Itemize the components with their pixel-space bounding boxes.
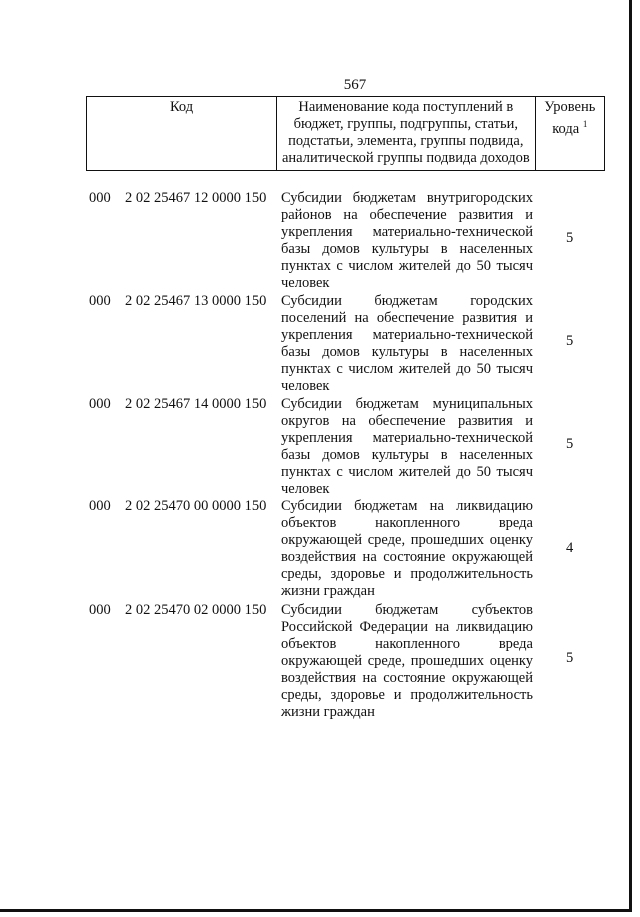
- row-name: Субсидии бюджетам на ликвидацию объектов накопленного вреда окружающей среде, прошедших оценку воздействия на состояние окружающей среды, здоровье и продолжительность жизни граждан: [281, 498, 533, 599]
- header-level: [535, 97, 604, 171]
- row-name: Субсидии бюджетам субъектов Российской Федерации на ликвидацию объектов накопленного вреда окружающей среде, прошедших оценку воздействия на состояние окружающей среды, здоровье и продолжительность жизни граждан: [281, 602, 533, 720]
- header-level-footnote: 1: [582, 119, 588, 129]
- row-admin-code: 000: [89, 396, 111, 412]
- table-row: [0, 498, 640, 602]
- row-level: 5: [566, 230, 574, 246]
- table-row: [0, 190, 640, 293]
- row-income-code: 2 02 25467 13 0000 150: [125, 293, 267, 309]
- table-row: [0, 396, 640, 498]
- table-body: [0, 190, 640, 722]
- header-name: Наименование кода поступлений в бюджет, группы, подгруппы, статьи, подстатьи, элемента, группы подвида, аналитической группы подвида доходов: [277, 97, 535, 171]
- row-admin-code: 000: [89, 602, 111, 618]
- table-row: [0, 602, 640, 722]
- table-row: [0, 293, 640, 396]
- row-income-code: 2 02 25470 02 0000 150: [125, 602, 267, 618]
- row-admin-code: 000: [89, 498, 111, 514]
- row-level: 4: [566, 540, 574, 556]
- page-number: 567: [343, 77, 367, 93]
- table-header: [86, 96, 605, 171]
- row-name: Субсидии бюджетам муниципальных округов на обеспечение развития и укрепления материально-технической базы домов культуры в населенных пунктах с числом жителей до 50 тысяч человек: [281, 396, 533, 497]
- row-level: 5: [566, 333, 574, 349]
- row-income-code: 2 02 25470 00 0000 150: [125, 498, 267, 514]
- row-admin-code: 000: [89, 190, 111, 206]
- row-level: 5: [566, 436, 574, 452]
- row-admin-code: 000: [89, 293, 111, 309]
- row-name: Субсидии бюджетам городских поселений на обеспечение развития и укрепления материально-технической базы домов культуры в населенных пунктах с числом жителей до 50 тысяч человек: [281, 293, 533, 394]
- header-code: Код: [87, 97, 277, 171]
- row-income-code: 2 02 25467 14 0000 150: [125, 396, 267, 412]
- row-income-code: 2 02 25467 12 0000 150: [125, 190, 267, 206]
- row-level: 5: [566, 650, 574, 666]
- row-name: Субсидии бюджетам внутригородских районов на обеспечение развития и укрепления материально-технической базы домов культуры в населенных пунктах с числом жителей до 50 тысяч человек: [281, 190, 533, 291]
- header-level-label: Уровень кода: [544, 99, 596, 137]
